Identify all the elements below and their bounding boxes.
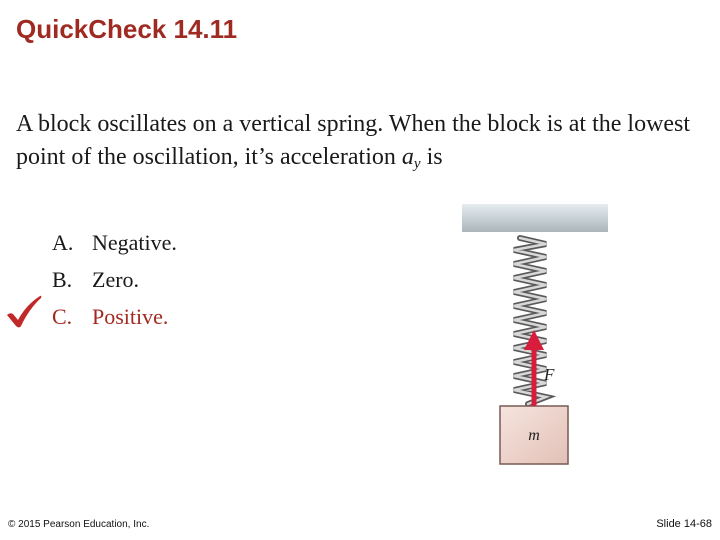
choice-c[interactable] [52, 298, 177, 335]
choice-letter: C. [52, 303, 73, 329]
ceiling [462, 204, 608, 232]
question-text [16, 108, 706, 174]
checkmark-icon [4, 293, 44, 329]
copyright-notice: © 2015 Pearson Education, Inc. [8, 519, 150, 530]
acceleration-subscript: y [413, 156, 421, 172]
mass-label: m [528, 427, 540, 444]
slide-title: QuickCheck 14.11 [16, 14, 238, 44]
choice-b[interactable] [52, 261, 177, 298]
slide-number: Slide 14-68 [656, 518, 712, 530]
force-label: F [544, 365, 555, 384]
choice-letter: B. [52, 266, 73, 292]
question-suffix: is [426, 144, 443, 170]
question-body: A block oscillates on a vertical spring. When the block is at the lowest point of the oscillation, it’s acceleration [16, 111, 691, 170]
choice-a[interactable] [52, 224, 177, 261]
acceleration-variable: a [401, 144, 414, 170]
spring-figure [458, 200, 610, 472]
answer-choices [52, 224, 177, 335]
choice-text: Negative. [92, 229, 177, 255]
choice-text: Positive. [92, 303, 169, 329]
choice-letter: A. [52, 229, 74, 255]
choice-text: Zero. [92, 266, 140, 292]
spring [514, 238, 546, 404]
